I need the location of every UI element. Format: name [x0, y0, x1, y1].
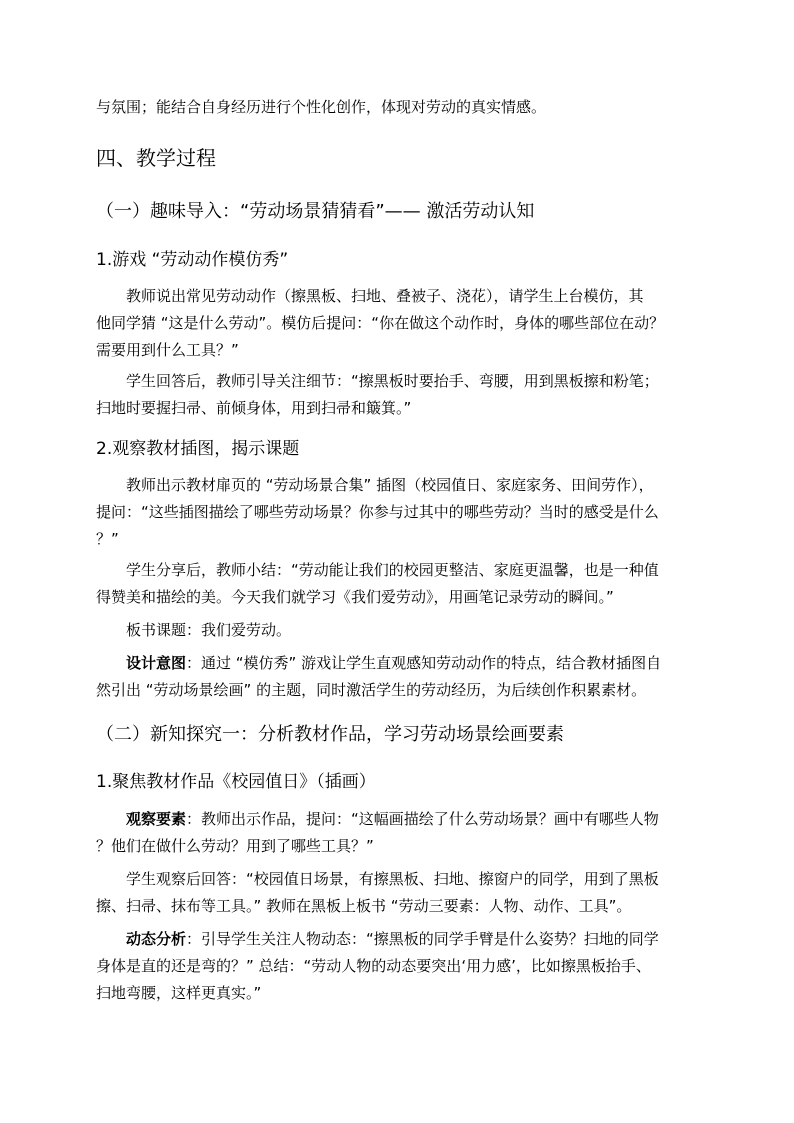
paragraph-line: 然引出 “劳动场景绘画” 的主题，同时激活学生的劳动经历，为后续创作积累素材。: [96, 681, 647, 699]
dynamic-analysis-paragraph: [126, 928, 698, 950]
paragraph-line: 学生回答后，教师引导关注细节：“擦黑板时要抬手、弯腰，用到黑板擦和粉笔；: [126, 372, 659, 390]
paragraph-line: 扫地时要握扫帚、前倾身体，用到扫帚和簸箕。”: [96, 399, 412, 417]
observe-label: 观察要素: [126, 810, 187, 828]
dynamic-analysis-text: ：引导学生关注人物动态：“擦黑板的同学手臂是什么姿势？扫地的同学: [186, 930, 659, 948]
item-heading-focus: 1.聚焦教材作品《校园值日》（插画）: [96, 772, 376, 792]
paragraph-line: 教师说出常见劳动动作（擦黑板、扫地、叠被子、浇花），请学生上台模仿，其: [126, 287, 644, 305]
observe-paragraph: [126, 808, 698, 830]
observe-text: ：教师出示作品，提问：“这幅画描绘了什么劳动场景？画中有哪些人物: [186, 810, 659, 828]
paragraph-line: 板书课题：我们爱劳动。: [126, 621, 292, 639]
section-heading-teaching-process: 四、教学过程: [96, 146, 216, 170]
paragraph-line: 扫地弯腰，这样更真实。”: [96, 984, 262, 1002]
paragraph-line: 与氛围；能结合自身经历进行个性化创作，体现对劳动的真实情感。: [96, 98, 547, 116]
paragraph-line: 他同学猜 “这是什么劳动”。模仿后提问：“你在做这个动作时，身体的哪些部位在动？: [96, 314, 665, 332]
paragraph-line: 需要用到什么工具？”: [96, 341, 239, 359]
paragraph-line: 擦、扫帚、抹布等工具。” 教师在黑板上板书 “劳动三要素：人物、动作、工具”。: [96, 897, 632, 915]
design-intent-text: ：通过 “模仿秀” 游戏让学生直观感知劳动动作的特点，结合教材插图自: [186, 654, 662, 672]
paragraph-line: ？他们在做什么劳动？用到了哪些工具？”: [96, 837, 374, 855]
paragraph-line: 学生观察后回答：“校园值日场景，有擦黑板、扫地、擦窗户的同学，用到了黑板: [126, 870, 659, 888]
design-intent-label: 设计意图: [126, 654, 187, 672]
paragraph-line: 学生分享后，教师小结：“劳动能让我们的校园更整洁、家庭更温馨，也是一种值: [126, 561, 659, 579]
paragraph-line: 得赞美和描绘的美。今天我们就学习《我们爱劳动》，用画笔记录劳动的瞬间。”: [96, 588, 614, 606]
design-intent-paragraph: [126, 652, 698, 674]
subsection-heading-intro: （一）趣味导入：“劳动场景猜猜看”—— 激活劳动认知: [96, 201, 535, 222]
paragraph-line: 身体是直的还是弯的？” 总结：“劳动人物的动态要突出‘用力感’，比如擦黑板抬手、: [96, 957, 651, 975]
paragraph-line: ？”: [96, 530, 119, 548]
item-heading-game: 1.游戏 “劳动动作模仿秀”: [96, 250, 289, 270]
subsection-heading-explore: （二）新知探究一：分析教材作品，学习劳动场景绘画要素: [96, 724, 564, 745]
paragraph-line: 教师出示教材扉页的 “劳动场景合集” 插图（校园值日、家庭家务、田间劳作），: [126, 476, 654, 494]
paragraph-line: 提问：“这些插图描绘了哪些劳动场景？你参与过其中的哪些劳动？当时的感受是什么: [96, 503, 659, 521]
dynamic-analysis-label: 动态分析: [126, 930, 187, 948]
item-heading-observe: 2.观察教材插图，揭示课题: [96, 439, 300, 459]
